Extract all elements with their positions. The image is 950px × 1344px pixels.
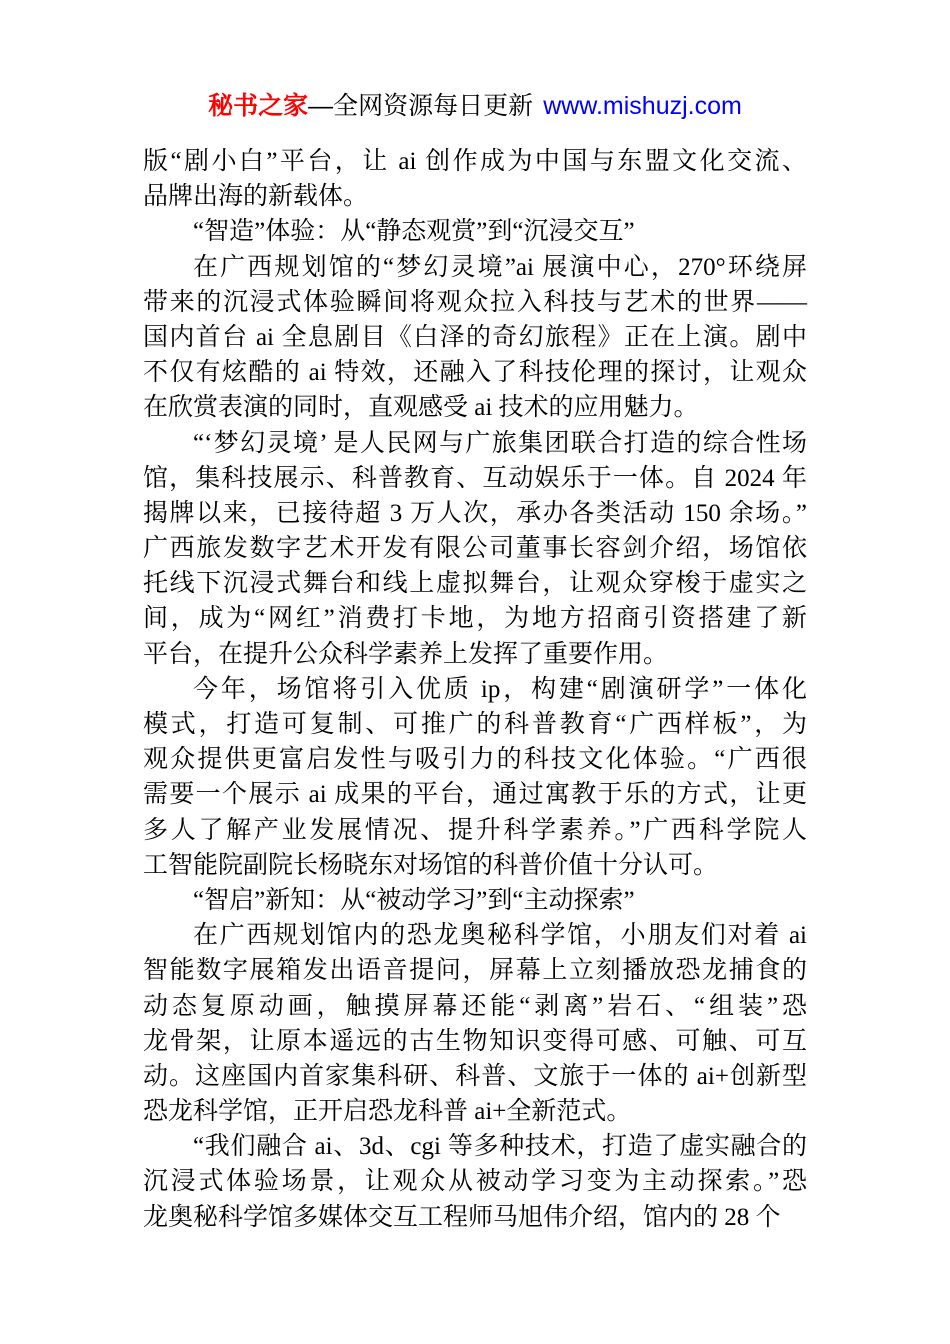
text-line: 需要一个展示 ai 成果的平台，通过寓教于乐的方式，让更 [143, 781, 807, 809]
text-line: 揭牌以来，已接待超 3 万人次，承办各类活动 150 余场。” [143, 499, 807, 527]
text-line: 广西旅发数字艺术开发有限公司董事长容剑介绍，场馆依 [143, 535, 807, 563]
text-line: 版“剧小白”平台，让 ai 创作成为中国与东盟文化交流、 [143, 148, 807, 175]
text-line: 龙奥秘科学馆多媒体交互工程师马旭伟介绍，馆内的 28 个 [143, 1203, 781, 1231]
text-line: 不仅有炫酷的 ai 特效，还融入了科技伦理的探讨，让观众 [143, 359, 807, 387]
site-header [0, 90, 950, 123]
text-line: 龙骨架，让原本遥远的古生物知识变得可感、可触、可互 [143, 1027, 807, 1055]
text-line: 平台，在提升公众科学素养上发挥了重要作用。 [143, 640, 669, 668]
text-line: 工智能院副院长杨晓东对场馆的科普价值十分认可。 [143, 851, 719, 879]
text-line: 智能数字展箱发出语音提问，屏幕上立刻播放恐龙捕食的 [143, 957, 807, 985]
text-line: 馆，集科技展示、科普教育、互动娱乐于一体。自 2024 年 [143, 464, 807, 492]
text-line: “我们融合 ai、3d、cgi 等多种技术，打造了虚实融合的 [193, 1133, 807, 1161]
text-line: “智启”新知：从“被动学习”到“主动探索” [193, 886, 635, 914]
text-line: 观众提供更富启发性与吸引力的科技文化体验。“广西很 [143, 746, 807, 774]
text-line: “‘梦幻灵境’ 是人民网与广旅集团联合打造的综合性场 [193, 429, 807, 457]
text-line: 动态复原动画，触摸屏幕还能“剥离”岩石、“组装”恐 [143, 992, 807, 1020]
text-line: 品牌出海的新载体。 [143, 183, 369, 211]
site-tagline: 全网资源每日更新 [333, 92, 534, 120]
text-line: 今年，场馆将引入优质 ip，构建“剧演研学”一体化 [193, 675, 807, 703]
text-line: 动。这座国内首家集科研、科普、文旅于一体的 ai+创新型 [143, 1062, 807, 1090]
text-line: 在欣赏表演的同时，直观感受 ai 技术的应用魅力。 [143, 394, 699, 422]
text-line: 在广西规划馆的“梦幻灵境”ai 展演中心，270°环绕屏 [193, 253, 807, 281]
text-line: 在广西规划馆内的恐龙奥秘科学馆，小朋友们对着 ai [193, 922, 807, 950]
text-line: 托线下沉浸式舞台和线上虚拟舞台，让观众穿梭于虚实之 [143, 570, 807, 598]
text-line: 国内首台 ai 全息剧目《白泽的奇幻旅程》正在上演。剧中 [143, 323, 807, 351]
header-dash: — [308, 92, 334, 120]
text-line: 带来的沉浸式体验瞬间将观众拉入科技与艺术的世界—— [143, 288, 807, 316]
text-line: 模式，打造可复制、可推广的科普教育“广西样板”，为 [143, 711, 807, 738]
text-line: 多人了解产业发展情况、提升科学素养。”广西科学院人 [143, 816, 807, 844]
site-url-link[interactable]: www.mishuzj.com [543, 92, 742, 120]
text-line: 恐龙科学馆，正开启恐龙科普 ai+全新范式。 [143, 1098, 632, 1126]
text-line: 间，成为“网红”消费打卡地，为地方招商引资搭建了新 [143, 605, 807, 633]
text-line: 沉浸式体验场景，让观众从被动学习变为主动探索。”恐 [143, 1168, 807, 1196]
text-line: “智造”体验：从“静态观赏”到“沉浸交互” [193, 218, 635, 246]
document-body [143, 144, 807, 1235]
site-brand: 秘书之家 [208, 92, 309, 120]
